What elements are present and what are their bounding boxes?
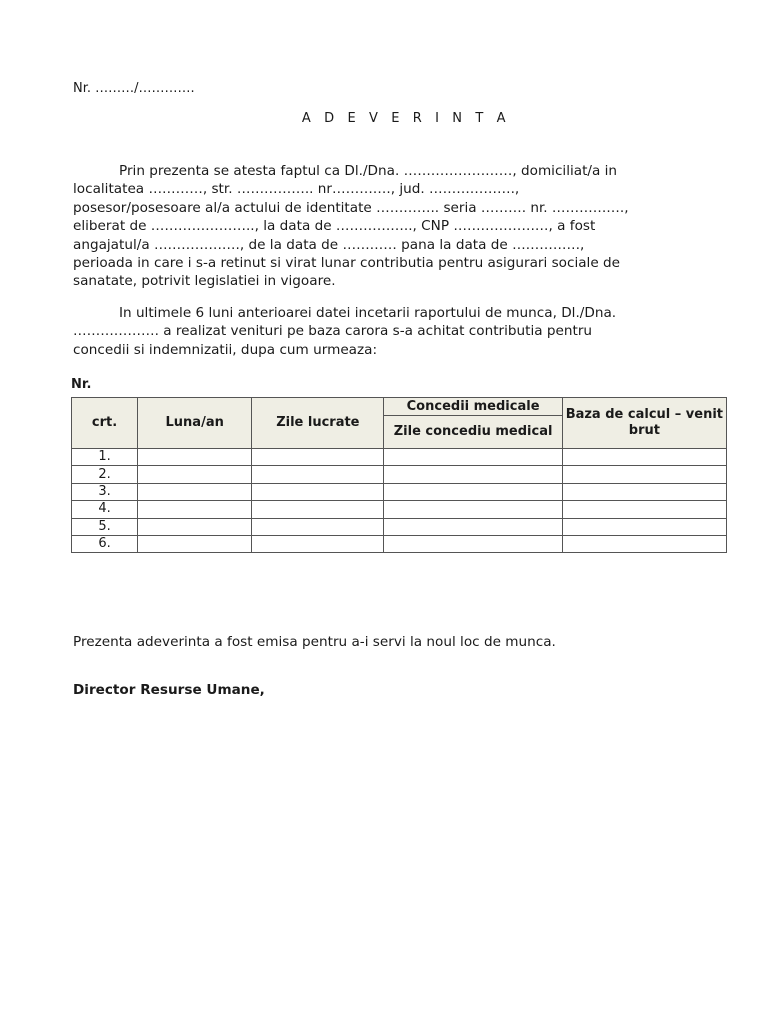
table-row xyxy=(72,449,727,466)
paragraph-line: Prin prezenta se atesta faptul ca Dl./Dna. ……………………, domiciliat/a in xyxy=(119,163,618,179)
cell-zile xyxy=(252,449,384,466)
row-number: 3. xyxy=(72,483,138,500)
income-table xyxy=(71,397,727,553)
cell-baza xyxy=(562,535,726,552)
cell-concedii xyxy=(384,518,562,535)
row-number: 6. xyxy=(72,535,138,552)
cell-concedii xyxy=(384,501,562,518)
cell-zile xyxy=(252,535,384,552)
header-concedii-medicale: Concedii medicale xyxy=(384,398,562,416)
header-zile-concediu: Zile concediu medical xyxy=(384,416,562,449)
paragraph-line: angajatul/a ………………., de la data de ………… pana la data de ……………, xyxy=(73,236,585,253)
header-baza-calcul: Baza de calcul – venit brut xyxy=(562,398,726,449)
cell-luna xyxy=(138,449,252,466)
paragraph-line: ………………. a realizat venituri pe baza carora s-a achitat contributia pentru xyxy=(73,323,593,340)
header-zile-lucrate: Zile lucrate xyxy=(252,398,384,449)
cell-luna xyxy=(138,535,252,552)
row-number: 5. xyxy=(72,518,138,535)
table-row xyxy=(72,501,727,518)
header-luna-an: Luna/an xyxy=(138,398,252,449)
table-row xyxy=(72,535,727,552)
purpose-statement: Prezenta adeverinta a fost emisa pentru a-i servi la noul loc de munca. xyxy=(73,634,556,650)
cell-zile xyxy=(252,501,384,518)
cell-luna xyxy=(138,501,252,518)
cell-zile xyxy=(252,518,384,535)
row-number: 1. xyxy=(72,449,138,466)
paragraph-line: eliberat de ………………….., la data de …………….., CNP …………………, a fost xyxy=(73,218,596,235)
cell-baza xyxy=(562,449,726,466)
cell-concedii xyxy=(384,466,562,483)
cell-baza xyxy=(562,483,726,500)
cell-baza xyxy=(562,466,726,483)
cell-luna xyxy=(138,518,252,535)
document-title: A D E V E R I N T A xyxy=(301,111,511,126)
document-number: Nr. ………/…………. xyxy=(73,81,195,96)
cell-luna xyxy=(138,483,252,500)
income-paragraph xyxy=(73,304,713,359)
cell-luna xyxy=(138,466,252,483)
cell-concedii xyxy=(384,535,562,552)
cell-baza xyxy=(562,501,726,518)
table-row xyxy=(72,466,727,483)
cell-zile xyxy=(252,483,384,500)
table-row xyxy=(72,518,727,535)
paragraph-line: perioada in care i s-a retinut si virat lunar contributia pentru asigurari sociale de xyxy=(73,255,621,272)
table-row xyxy=(72,483,727,500)
paragraph-line: sanatate, potrivit legislatiei in vigoare. xyxy=(73,273,336,290)
table-nr-label: Nr. xyxy=(71,377,92,392)
row-number: 2. xyxy=(72,466,138,483)
paragraph-line: posesor/posesoare al/a actului de identitate ………….. seria ………. nr. ……………., xyxy=(73,199,629,216)
attestation-paragraph xyxy=(73,162,713,291)
paragraph-line: In ultimele 6 luni anterioarei datei incetarii raportului de munca, Dl./Dna. xyxy=(119,305,617,321)
cell-baza xyxy=(562,518,726,535)
row-number: 4. xyxy=(72,501,138,518)
cell-concedii xyxy=(384,483,562,500)
cell-concedii xyxy=(384,449,562,466)
cell-zile xyxy=(252,466,384,483)
paragraph-line: localitatea …………, str. …………….. nr…………., jud. ………………., xyxy=(73,181,520,198)
header-crt: crt. xyxy=(72,398,138,449)
paragraph-line: concedii si indemnizatii, dupa cum urmeaza: xyxy=(73,341,378,358)
signature-label: Director Resurse Umane, xyxy=(73,682,265,698)
